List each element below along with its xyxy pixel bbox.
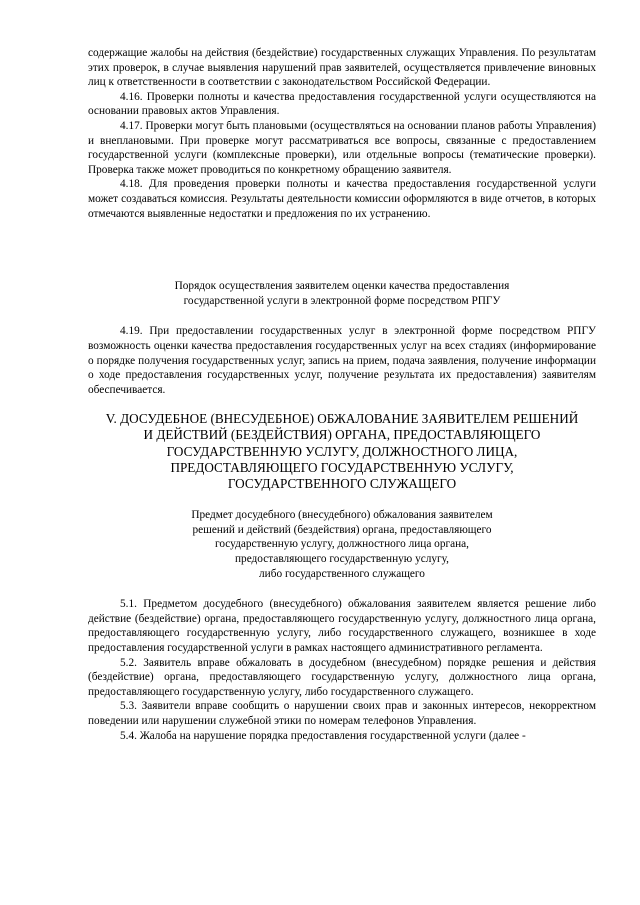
paragraph-5-4: 5.4. Жалоба на нарушение порядка предоставления государственной услуги (далее - (120, 729, 526, 742)
spacer (88, 492, 596, 508)
spacer (88, 397, 596, 411)
paragraph-4-19: 4.19. При предоставлении государственных услуг в электронной форме посредством РПГУ возможность оценки качества предоставления государственных услуг на всех стадиях (информирование о порядке получения государственных услуг, запись на прием, подача заявления, получение информации о ходе предоставления государственных услуг, получение результата их предоставления) заявителям обеспечивается. (88, 325, 596, 396)
spacer (88, 581, 596, 597)
spacer (88, 221, 596, 279)
paragraph-4-16: 4.16. Проверки полноты и качества предоставления государственной услуги осуществляются на основании правовых актов Управления. (88, 90, 596, 118)
spacer (88, 308, 596, 324)
paragraph-continuation: содержащие жалобы на действия (бездействие) государственных служащих Управления. По результатам этих проверок, в случае выявления нарушений прав заявителей, осуществляется привлечение виновных лиц к ответственности в соответствии с законодательством Российской Федерации. (88, 47, 596, 89)
paragraph-5-3: 5.3. Заявители вправе сообщить о нарушении своих прав и законных интересов, некорректном поведении или нарушении служебной этики по номерам телефонов Управления. (88, 700, 596, 728)
paragraph-5-1: 5.1. Предметом досудебного (внесудебного) обжалования заявителем является решение либо действие (бездействие) органа, предоставляющего государственную услугу, должностного лица органа, предоставляющего государственную услугу, либо государственного служащего, возникшее в ходе предоставления государственной услуги в рамках настоящего административного регламента. (88, 598, 596, 655)
subheading-line: Предмет досудебного (внесудебного) обжалования заявителем (191, 509, 493, 522)
subheading-line: предоставляющего государственную услугу, (235, 553, 449, 566)
paragraph-4-18: 4.18. Для проведения проверки полноты и качества предоставления государственной услуги может создаваться комиссия. Результаты деятельности комиссии оформляются в виде отчетов, в которых отмечаются выявленные недостатки и предложения по их устранению. (88, 178, 596, 220)
subheading-line: решений и действий (бездействия) органа, предоставляющего (192, 523, 492, 536)
document-page (88, 46, 596, 743)
paragraph-5-2: 5.2. Заявитель вправе обжаловать в досудебном (внесудебном) порядке решения и действия (бездействие) органа, предоставляющего государственную услугу, должностного лица органа, предоставляющего государственную услугу, либо государственного служащего. (88, 656, 596, 698)
subheading-line: либо государственного служащего (259, 567, 425, 580)
subheading-line: государственную услугу, должностного лица органа, (214, 538, 469, 551)
subheading-quality-assessment: Порядок осуществления заявителем оценки качества предоставления государственной услуги в электронной форме посредством РПГУ (174, 280, 510, 307)
section-title-v: V. ДОСУДЕБНОЕ (ВНЕСУДЕБНОЕ) ОБЖАЛОВАНИЕ ЗАЯВИТЕЛЕМ РЕШЕНИЙ И ДЕЙСТВИЙ (БЕЗДЕЙСТВИЯ) ОРГАНА, ПРЕДОСТАВЛЯЮЩЕГО ГОСУДАРСТВЕННУЮ УСЛУГУ, ДОЛЖНОСТНОГО ЛИЦА, ПРЕДОСТАВЛЯЮЩЕГО ГОСУДАРСТВЕННУЮ УСЛУГУ, ГОСУДАРСТВЕННОГО СЛУЖАЩЕГО (105, 411, 579, 492)
paragraph-4-17: 4.17. Проверки могут быть плановыми (осуществляться на основании планов работы Управления) и внеплановыми. При проверке могут рассматриваться все вопросы, связанные с предоставлением государственной услуги (комплексные проверки), или отдельные вопросы (тематические проверки). Проверка также может проводиться по конкретному обращению заявителя. (88, 119, 596, 176)
subheading-appeal-subject (88, 508, 596, 581)
